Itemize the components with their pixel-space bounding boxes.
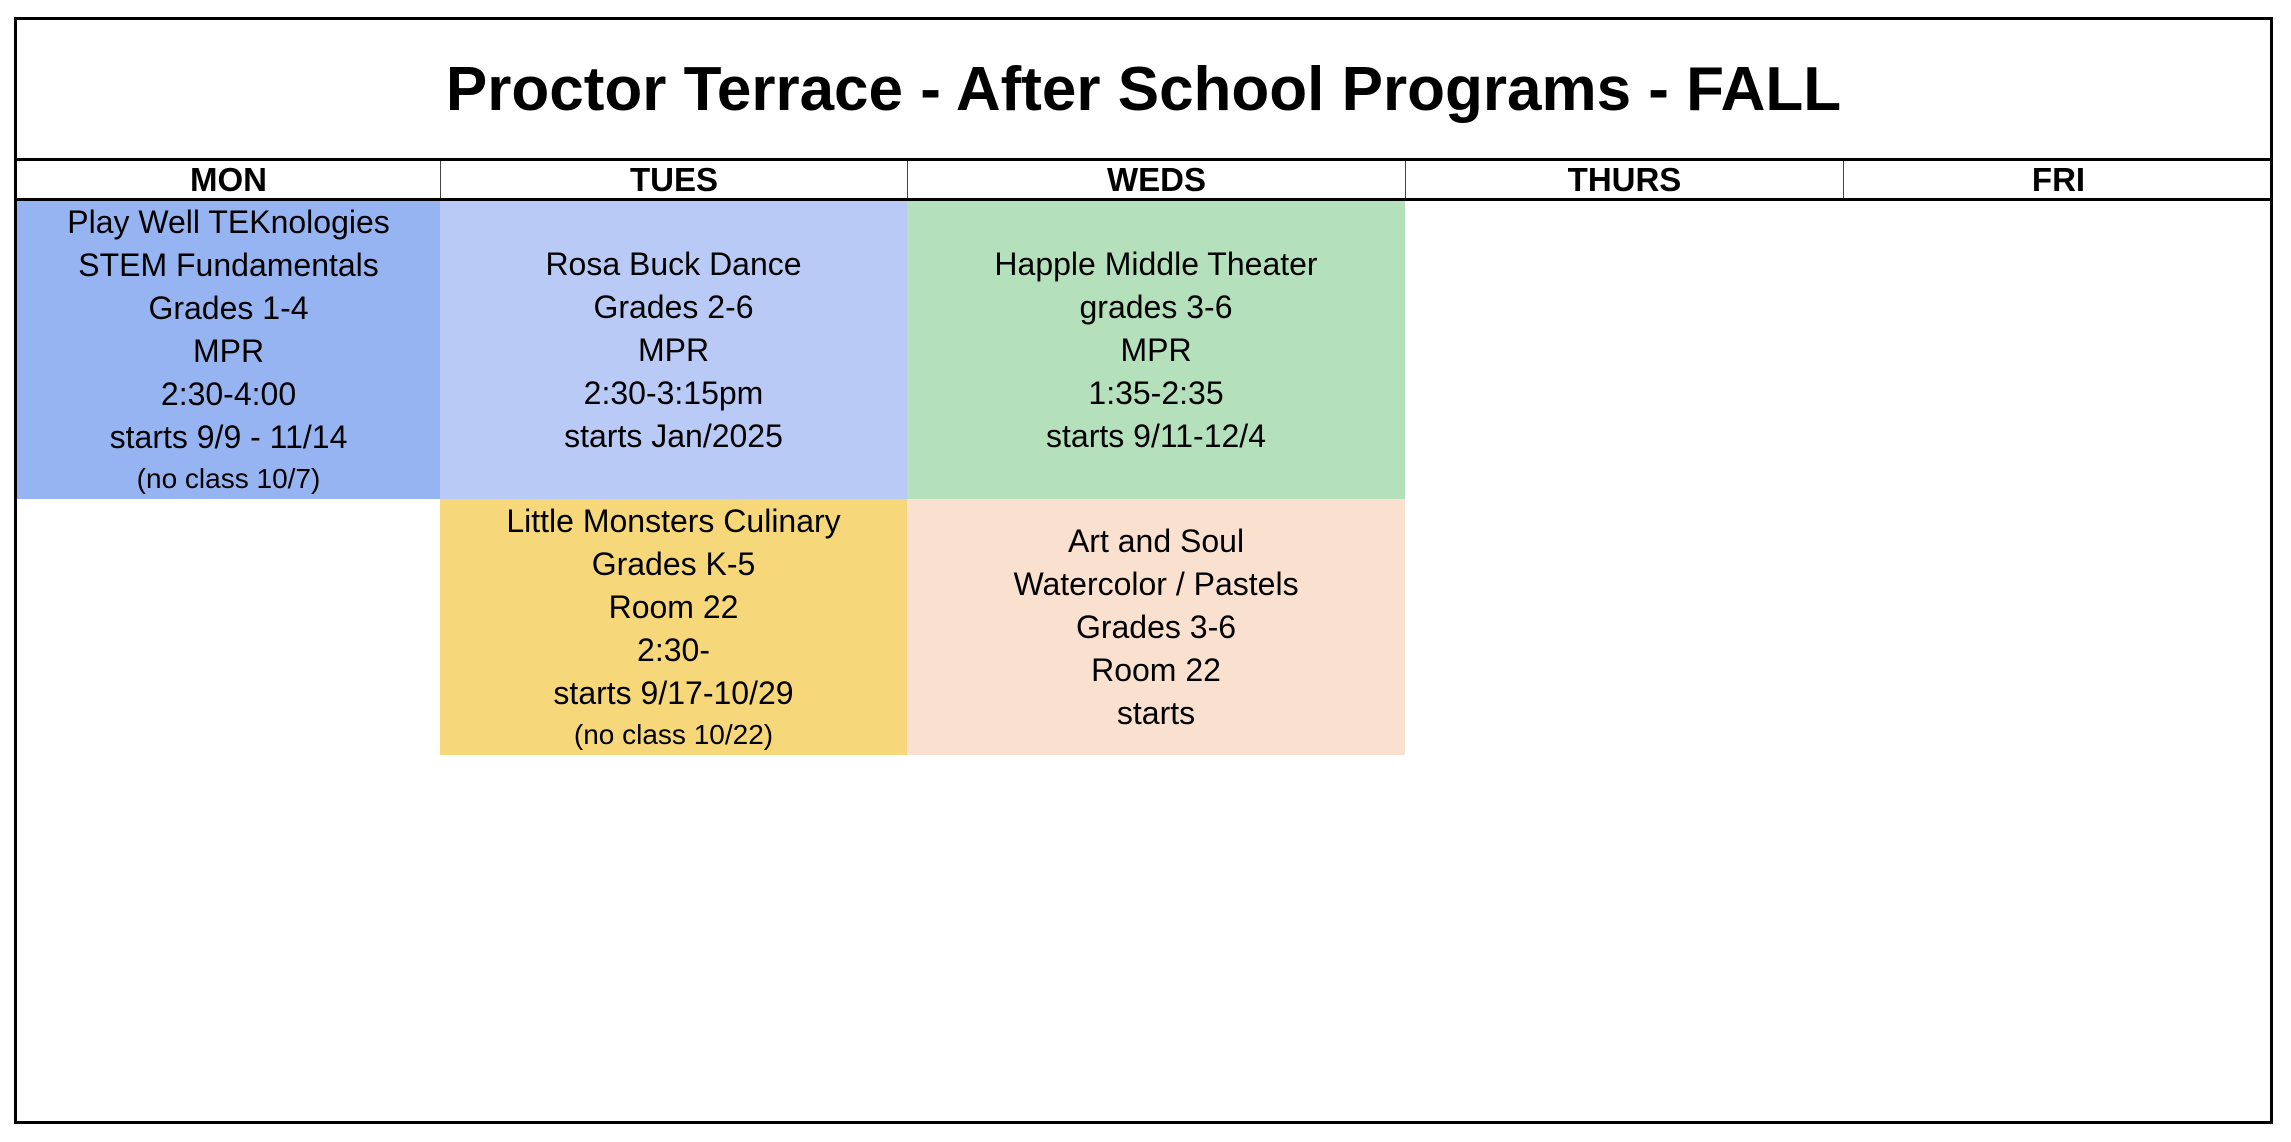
page-title: Proctor Terrace - After School Programs - FALL <box>445 54 1842 124</box>
program-grades: Grades 3-6 <box>1075 608 1237 645</box>
day-header-tues: TUES <box>440 161 907 198</box>
day-header-row <box>17 158 2270 201</box>
program-grades: Grades 1-4 <box>148 290 309 326</box>
program-time: 2:30-3:15pm <box>583 374 764 411</box>
program-dates: starts <box>1116 694 1196 731</box>
program-name: Rosa Buck Dance <box>545 245 802 282</box>
program-room: MPR <box>192 333 265 369</box>
program-little-monsters-culinary <box>440 499 907 755</box>
program-grades: Grades K-5 <box>591 545 756 582</box>
program-note: (no class 10/22) <box>573 718 774 750</box>
program-dates: starts Jan/2025 <box>564 417 783 454</box>
program-name: Happle Middle Theater <box>994 245 1318 282</box>
program-dates: starts 9/11-12/4 <box>1046 417 1266 454</box>
program-subtitle: STEM Fundamentals <box>78 247 379 283</box>
program-art-and-soul <box>907 499 1405 755</box>
program-note: (no class 10/7) <box>136 463 321 494</box>
program-rosa-buck-dance <box>440 201 907 499</box>
program-room: Room 22 <box>608 588 739 625</box>
program-grades: Grades 2-6 <box>593 288 754 325</box>
program-name: Play Well TEKnologies <box>67 204 390 240</box>
program-time: 2:30-4:00 <box>160 376 297 412</box>
day-header-thurs: THURS <box>1405 161 1843 198</box>
program-dates: starts 9/9 - 11/14 <box>109 419 348 455</box>
program-room: MPR <box>637 331 710 368</box>
program-subtitle: Watercolor / Pastels <box>1013 565 1299 602</box>
program-happle-theater <box>907 201 1405 499</box>
program-name: Little Monsters Culinary <box>506 502 841 539</box>
schedule-sheet <box>14 17 2273 1124</box>
program-dates: starts 9/17-10/29 <box>553 674 794 711</box>
day-header-weds: WEDS <box>907 161 1405 198</box>
program-name: Art and Soul <box>1067 522 1245 559</box>
day-header-fri: FRI <box>1843 161 2273 198</box>
program-room: MPR <box>1120 331 1192 368</box>
program-time: 2:30- <box>637 631 710 668</box>
program-room: Room 22 <box>1091 651 1221 688</box>
program-grades: grades 3-6 <box>1079 288 1233 325</box>
program-time: 1:35-2:35 <box>1088 374 1224 411</box>
program-playwell-stem <box>17 201 440 499</box>
day-header-mon: MON <box>190 160 267 198</box>
